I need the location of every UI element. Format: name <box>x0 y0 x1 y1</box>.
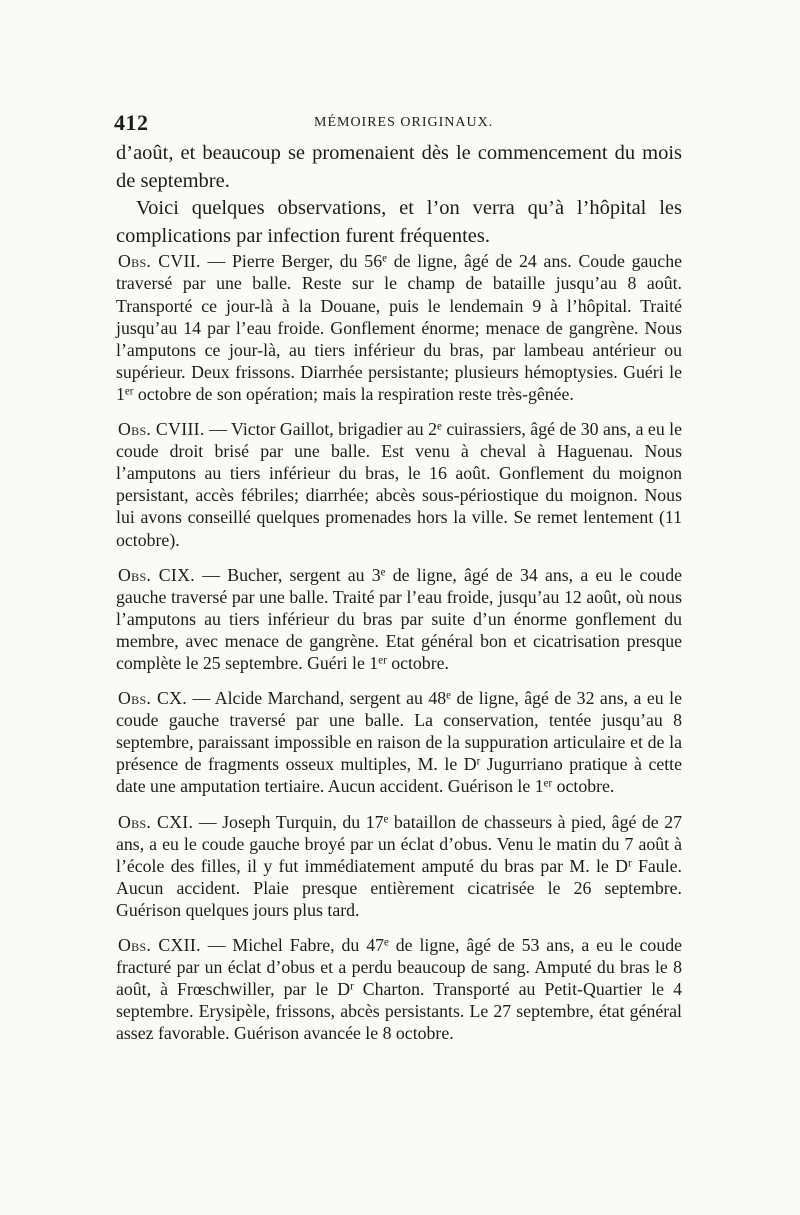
observation-text: de ligne, âgé de 32 ans, a eu le coude gauche traversé par une balle. La conservation, tentée jusqu’au 8 septembre, paraissant impossible en raison de la suppuration articulaire et de la présence de fragments osseux multiples, M. le D <box>116 688 683 775</box>
observation-text: octobre. <box>386 652 449 673</box>
observation-text: Faule. Aucun accident. Plaie presque entièrement cicatrisée le 26 septembre. Guérison quelques jours plus tard. <box>116 855 682 920</box>
observation-cx <box>116 687 682 797</box>
observation-text: de ligne, âgé de 24 ans. Coude gauche traversé par une balle. Reste sur le champ de bataille jusqu’au 8 août. Transporté ce jour-là à la Douane, puis le lendemain 9 à l’hôpital. Traité jusqu’au 14 par l’eau froide. Gonflement énorme; menace de gangrène. Nous l’amputons ce jour-là, au tiers inférieur du bras, par lambeau antérieur ou supérieur. Deux frissons. Diarrhée persistante; plusieurs hémoptysies. Guéri le 1 <box>116 251 682 404</box>
observation-label: Obs. CXI. <box>118 811 194 832</box>
observation-cix <box>116 564 682 674</box>
observation-text: — Victor Gaillot, brigadier au 2 <box>204 419 437 440</box>
observation-label: Obs. CVIII. <box>118 419 205 440</box>
intro-paragraph-2: Voici quelques observations, et l’on verra qu’à l’hôpital les complications par infection furent fréquentes. <box>116 197 682 247</box>
observation-text: Jugurriano pratique à cette date une amputation tertiaire. Aucun accident. Guérison le 1 <box>116 754 682 797</box>
observation-label: Obs. CXII. <box>118 935 201 955</box>
superscript: e <box>380 566 386 579</box>
page-number: 412 <box>114 110 149 135</box>
observation-cxii <box>116 934 682 1044</box>
running-title: MÉMOIRES ORIGINAUX. <box>314 115 494 130</box>
observation-text: — Bucher, sergent au 3 <box>194 564 381 585</box>
observation-text: — Joseph Turquin, du 17 <box>193 811 384 832</box>
observation-text: octobre de son opération; mais la respiration reste très-gênée. <box>133 383 574 404</box>
running-head <box>114 110 680 134</box>
superscript: e <box>383 813 389 826</box>
observation-cxi <box>116 811 682 921</box>
observation-text: de ligne, âgé de 53 ans, a eu le coude fracturé par un éclat d’obus et a perdu beaucoup de sang. Amputé du bras le 8 août, à Frœschwiller, par le D <box>116 935 682 1000</box>
observation-text: — Pierre Berger, du 56 <box>200 251 383 272</box>
superscript: er <box>378 654 387 667</box>
body-text <box>116 140 682 1057</box>
observation-cvii <box>116 250 682 405</box>
superscript: r <box>476 755 481 768</box>
observation-label: Obs. CVII. <box>118 251 201 272</box>
superscript: r <box>628 857 632 870</box>
superscript: e <box>436 420 442 433</box>
intro-paragraph-1: d’août, et beaucoup se promenaient dès le commencement du mois de septembre. <box>116 142 682 192</box>
superscript: r <box>350 980 354 993</box>
superscript: e <box>446 689 452 702</box>
observation-text: cuirassiers, âgé de 30 ans, a eu le coude droit brisé par une balle. Est venu à cheval à Haguenau. Nous l’amputons au tiers inférieur du bras, le 16 août. Gonflement du moignon persistant, accès fébriles; diarrhée; abcès sous-périostique du moignon. Nous lui avons conseillé quelques promenades hors la ville. Se remet lentement (11 octobre). <box>116 419 683 550</box>
observation-text: de ligne, âgé de 34 ans, a eu le coude gauche traversé par une balle. Traité par l’eau froide, jusqu’au 12 août, où nous l’amputons au tiers inférieur du bras par suite d’un énorme gonflement du membre, avec menace de gangrène. Etat général bon et cicatrisation presque complète le 25 septembre. Guéri le 1 <box>116 564 682 673</box>
observation-label: Obs. CIX. <box>118 564 195 585</box>
observation-label: Obs. CX. <box>118 688 187 709</box>
observation-text: — Alcide Marchand, sergent au 48 <box>187 688 447 709</box>
superscript: er <box>543 777 553 790</box>
observation-cviii <box>116 418 682 551</box>
observation-text: — Michel Fabre, du 47 <box>200 935 384 955</box>
observation-text: bataillon de chasseurs à pied, âgé de 27 ans, a eu le coude gauche broyé par un éclat d’obus. Venu le matin du 7 août à l’école des filles, il y fut immédiatement amputé du bras par M. le D <box>116 811 682 876</box>
superscript: e <box>384 936 389 949</box>
superscript: e <box>382 252 387 265</box>
observation-text: Charton. Transporté au Petit-Quartier le 4 septembre. Erysipèle, frissons, abcès persistants. Le 27 septembre, état général assez favorable. Guérison avancée le 8 octobre. <box>116 979 682 1044</box>
observation-text: octobre. <box>552 776 615 797</box>
superscript: er <box>124 385 134 398</box>
